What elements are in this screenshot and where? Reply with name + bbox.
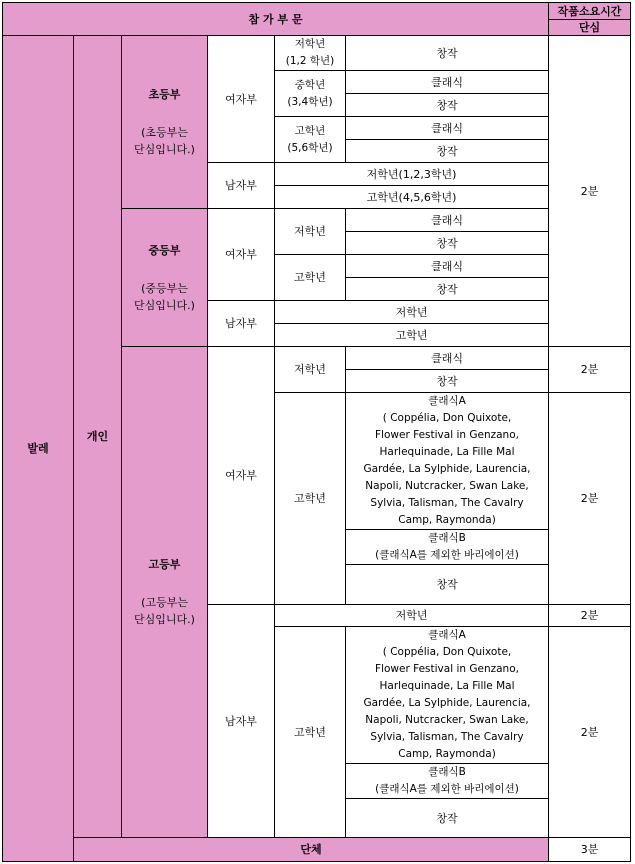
elementary-note: (초등부는 단심입니다.) [134,126,195,156]
high-female-high-grade-cell: 고학년 [275,393,346,605]
high-male-high-time-cell: 2분 [549,627,631,838]
high-male-classic-b-cell: 클래식B (클래식A를 제외한 바리에이션) [346,764,549,799]
middle-title: 중등부 [148,243,181,257]
middle-level-cell [122,209,208,347]
unit-header-label: 단심 [549,19,630,35]
middle-male-cell: 남자부 [208,301,275,347]
individual-cell: 개인 [74,36,122,838]
elementary-low-creative-cell: 창작 [346,36,549,71]
high-male-low-time-cell: 2분 [549,605,631,627]
high-note: (고등부는 단심입니다.) [134,596,195,626]
high-female-creative-cell: 창작 [346,565,549,605]
elementary-low-grade-cell: 저학년 (1,2 학년) [275,36,346,71]
high-female-classic-b-cell: 클래식B (클래식A를 제외한 바리에이션) [346,530,549,565]
duration-header [549,3,631,36]
elementary-middle-time-cell: 2분 [549,36,631,347]
elementary-title: 초등부 [148,88,181,101]
high-female-cell: 여자부 [208,347,275,605]
high-female-classic-a-cell: 클래식A ( Coppélia, Don Quixote, Flower Festival in Genzano, Harlequinade, La Fille Mal Gardée, La Sylphide, Laurencia, Napoli, Nutcracker, Swan Lake, Sylvia, Talisman, The Cavalry Camp, Raymonda) [346,393,549,530]
genre-cell: 발레 [3,36,74,862]
elementary-mid-grade-cell: 중학년 (3,4학년) [275,71,346,117]
elementary-female-cell: 여자부 [208,36,275,163]
middle-low-classic-cell: 클래식 [346,209,549,232]
elementary-mid-creative-cell: 창작 [346,94,549,117]
middle-high-classic-cell: 클래식 [346,255,549,278]
duration-header-label: 작품소요시간 [557,4,622,18]
elementary-high-classic-cell: 클래식 [346,117,549,140]
elementary-male-cell: 남자부 [208,163,275,209]
middle-low-grade-cell: 저학년 [275,209,346,255]
high-level-cell [122,347,208,838]
high-male-classic-a-cell: 클래식A ( Coppélia, Don Quixote, Flower Festival in Genzano, Harlequinade, La Fille Mal Gardée, La Sylphide, Laurencia, Napoli, Nutcracker, Swan Lake, Sylvia, Talisman, The Cavalry Camp, Raymonda) [346,627,549,764]
high-female-low-time-cell: 2분 [549,347,631,393]
division-header: 참 가 부 문 [3,3,549,36]
high-title: 고등부 [148,558,181,571]
middle-male-low-cell: 저학년 [275,301,549,324]
high-female-low-classic-cell: 클래식 [346,347,549,370]
high-male-cell: 남자부 [208,605,275,838]
elementary-high-creative-cell: 창작 [346,140,549,163]
middle-high-creative-cell: 창작 [346,278,549,301]
elementary-level-cell [122,36,208,209]
elementary-mid-classic-cell: 클래식 [346,71,549,94]
high-male-creative-cell: 창작 [346,799,549,838]
high-female-low-grade-cell: 저학년 [275,347,346,393]
group-cell: 단체 [74,838,549,862]
high-male-high-grade-cell: 고학년 [275,627,346,838]
middle-note: (중등부는 단심입니다.) [134,281,195,312]
high-female-low-creative-cell: 창작 [346,370,549,393]
ballet-division-table [2,2,631,862]
high-female-high-time-cell: 2분 [549,393,631,605]
elementary-male-high-cell: 고학년(4,5,6학년) [275,186,549,209]
high-male-low-cell: 저학년 [275,605,549,627]
middle-high-grade-cell: 고학년 [275,255,346,301]
elementary-male-low-cell: 저학년(1,2,3학년) [275,163,549,186]
middle-low-creative-cell: 창작 [346,232,549,255]
elementary-high-grade-cell: 고학년 (5,6학년) [275,117,346,163]
middle-male-high-cell: 고학년 [275,324,549,347]
group-time-cell: 3분 [549,838,631,862]
middle-female-cell: 여자부 [208,209,275,301]
